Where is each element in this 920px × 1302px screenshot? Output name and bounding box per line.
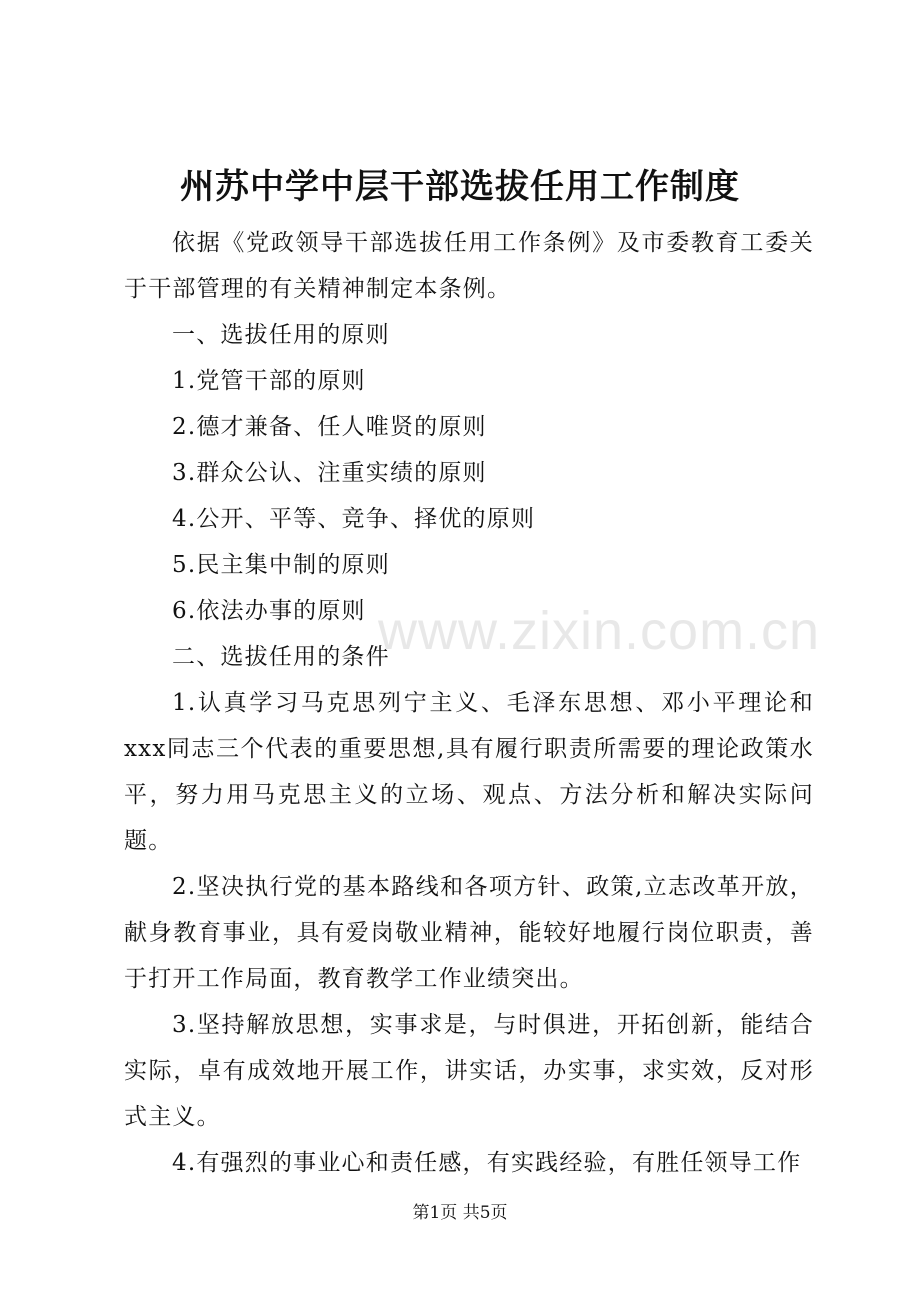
- paragraph-intro: 依据《党政领导干部选拔任用工作条例》及市委教育工委关于干部管理的有关精神制定本条例。: [124, 230, 814, 302]
- document-body: [124, 220, 814, 1186]
- document-title: 州苏中学中层干部选拔任用工作制度: [180, 167, 740, 207]
- principle-item: 6.依法办事的原则: [172, 598, 366, 624]
- principle-item: 3.群众公认、注重实绩的原则: [172, 460, 487, 486]
- principle-item: 4.公开、平等、竞争、择优的原则: [172, 506, 536, 532]
- condition-item: 3.坚持解放思想，实事求是，与时俱进，开拓创新，能结合实际，卓有成效地开展工作，讲实话，办实事，求实效，反对形式主义。: [124, 1012, 814, 1130]
- principle-item: 2.德才兼备、任人唯贤的原则: [172, 414, 487, 440]
- page-footer: 第1页 共5页: [412, 1203, 508, 1223]
- condition-item: 1.认真学习马克思列宁主义、毛泽东思想、邓小平理论和xxx同志三个代表的重要思想,具有履行职责所需要的理论政策水平，努力用马克思主义的立场、观点、方法分析和解决实际问题。: [124, 690, 814, 854]
- principle-item: 1.党管干部的原则: [172, 368, 366, 394]
- watermark: www.zixin.com.cn: [378, 601, 821, 661]
- condition-item: 4.有强烈的事业心和责任感，有实践经验，有胜任领导工作: [172, 1150, 802, 1176]
- section-heading-conditions: 二、选拔任用的条件: [172, 644, 390, 670]
- principle-item: 5.民主集中制的原则: [172, 552, 390, 578]
- condition-item: 2.坚决执行党的基本路线和各项方针、政策,立志改革开放，献身教育事业，具有爱岗敬业精神，能较好地履行岗位职责，善于打开工作局面，教育教学工作业绩突出。: [124, 874, 814, 992]
- section-heading-principles: 一、选拔任用的原则: [172, 322, 390, 348]
